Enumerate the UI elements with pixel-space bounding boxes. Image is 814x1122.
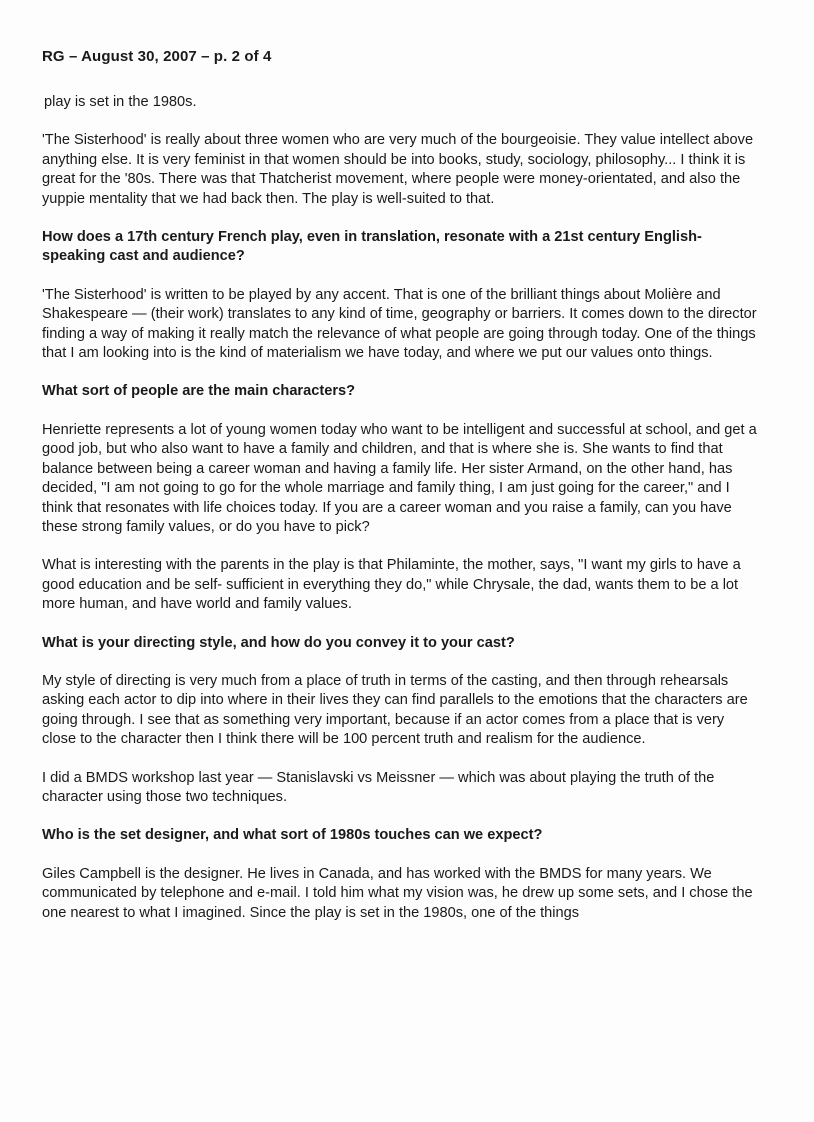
- answer-paragraph: What is interesting with the parents in the play is that Philaminte, the mother, says, "I want my girls to have a good education and be self- sufficient in everything they do," while Chrysale, the dad, wants them to be a lot more human, and have world and family values.: [42, 557, 741, 613]
- answer-paragraph: 'The Sisterhood' is written to be played by any accent. That is one of the brilliant things about Molière and Shakespeare — (their work) translates to any kind of time, geography or barriers. It comes down to the director finding a way of making it really match the relevance of what people are going through today. One of the things that I am looking into is the kind of materialism we have today, and where we put our values onto things.: [42, 286, 757, 362]
- question-heading: What is your directing style, and how do you convey it to your cast?: [42, 634, 515, 651]
- question-heading: Who is the set designer, and what sort of 1980s touches can we expect?: [42, 827, 543, 844]
- paragraph-continuation: play is set in the 1980s.: [44, 94, 197, 110]
- answer-paragraph: Henriette represents a lot of young women today who want to be intelligent and successful at school, and get a good job, but who also want to have a family and children, and that is where she is. She wants to find that balance between being a career woman and having a family life. Her sister Armand, on the other hand, has decided, "I am not going to go for the whole marriage and family thing, I am just going for the career," and I think that resonates with life choices today. If you are a career woman and you raise a family, can you have these strong family values, or do you have to pick?: [42, 421, 757, 535]
- answer-paragraph: 'The Sisterhood' is really about three women who are very much of the bourgeoisie. They value intellect above anything else. It is very feminist in that women should be into books, study, sociology, philosophy... I think it is great for the '80s. There was that Thatcherist movement, where people were money-orientated, and also the yuppie mentality that we had back then. The play is well-suited to that.: [42, 132, 754, 207]
- answer-paragraph: Giles Campbell is the designer. He lives in Canada, and has worked with the BMDS for many years. We communicated by telephone and e-mail. I told him what my vision was, he drew up some sets, and I chose the one nearest to what I imagined. Since the play is set in the 1980s, one of the things: [42, 865, 753, 921]
- question-heading: What sort of people are the main characters?: [42, 383, 356, 400]
- page-header: RG – August 30, 2007 – p. 2 of 4: [42, 48, 272, 65]
- question-heading: How does a 17th century French play, even in translation, resonate with a 21st century English-speaking cast and audience?: [42, 229, 702, 265]
- article-body: [42, 93, 762, 923]
- answer-paragraph: My style of directing is very much from a place of truth in terms of the casting, and then through rehearsals asking each actor to dip into where in their lives they can find parallels to the emotions that the characters are going through. I see that as something very important, because if an actor comes from a place that is very close to the character then I think there will be 100 percent truth and realism for the audience.: [42, 672, 748, 748]
- answer-paragraph: I did a BMDS workshop last year — Stanislavski vs Meissner — which was about playing the truth of the character using those two techniques.: [42, 769, 715, 805]
